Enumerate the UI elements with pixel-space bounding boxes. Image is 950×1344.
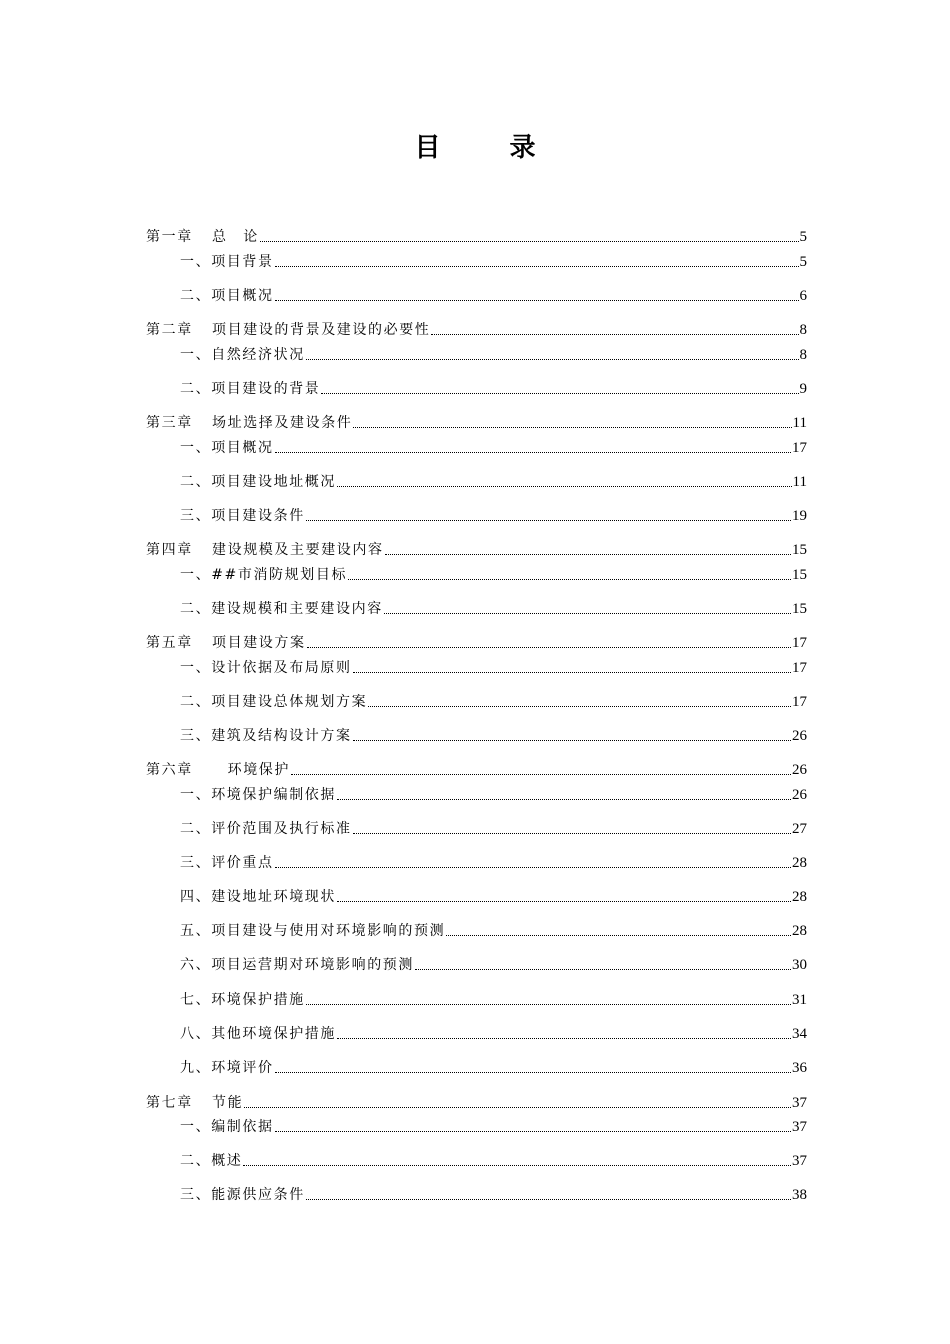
entry-text: 二、建设规模和主要建设内容 <box>180 601 383 617</box>
entry-text: 一、环境保护编制依据 <box>180 787 336 803</box>
page-number: 15 <box>792 567 807 583</box>
dot-leader <box>244 1107 791 1108</box>
entry-text: 一、##市消防规划目标 <box>180 567 348 583</box>
page-number: 26 <box>792 728 807 744</box>
dot-leader <box>353 833 791 834</box>
entry-text: 五、项目建设与使用对环境影响的预测 <box>180 923 446 939</box>
toc-entry-section[interactable] <box>180 506 807 526</box>
dot-leader <box>275 1131 791 1132</box>
entry-text: 节能 <box>212 1095 244 1111</box>
page-number: 9 <box>799 381 807 397</box>
toc-entry-chapter-5[interactable] <box>146 633 807 653</box>
page-number: 17 <box>792 635 807 651</box>
dot-leader <box>368 706 791 707</box>
toc-entry-chapter-2[interactable] <box>146 320 807 340</box>
dot-leader <box>306 359 799 360</box>
dot-leader <box>306 1199 791 1200</box>
page-number: 28 <box>792 923 807 939</box>
toc-entry-section[interactable] <box>180 887 807 907</box>
entry-text: 三、项目建设条件 <box>180 508 305 524</box>
chapter-number: 第六章 <box>146 762 193 778</box>
page-number: 5 <box>799 254 807 270</box>
entry-text: 二、项目建设地址概况 <box>180 474 336 490</box>
page-number: 11 <box>792 474 807 490</box>
dot-leader <box>446 935 791 936</box>
toc-entry-section[interactable] <box>180 1151 807 1171</box>
entry-text: 三、建筑及结构设计方案 <box>180 728 352 744</box>
toc-entry-section[interactable] <box>180 565 807 585</box>
entry-text: 建设规模及主要建设内容 <box>212 542 384 558</box>
chapter-number: 第七章 <box>146 1095 193 1111</box>
toc-entry-section[interactable] <box>180 1117 807 1137</box>
toc-entry-chapter-1[interactable] <box>146 227 807 247</box>
entry-text: 总 论 <box>212 229 259 245</box>
toc-title: 目 录 <box>414 133 566 163</box>
page-number: 37 <box>792 1119 807 1135</box>
toc-entry-section[interactable] <box>180 853 807 873</box>
entry-text: 一、项目背景 <box>180 254 274 270</box>
entry-text: 一、项目概况 <box>180 440 274 456</box>
toc-entry-section[interactable] <box>180 726 807 746</box>
toc-entry-section[interactable] <box>180 1185 807 1205</box>
page-number: 27 <box>792 821 807 837</box>
dot-leader <box>275 452 791 453</box>
toc-entry-section[interactable] <box>180 990 807 1010</box>
dot-leader <box>348 579 791 580</box>
page-number: 26 <box>792 762 807 778</box>
entry-text: 场址选择及建设条件 <box>212 415 353 431</box>
dot-leader <box>275 266 799 267</box>
page-number: 8 <box>799 322 807 338</box>
chapter-number: 第一章 <box>146 229 193 245</box>
page-number: 11 <box>792 415 807 431</box>
toc-entry-chapter-7[interactable] <box>146 1093 807 1113</box>
dot-leader <box>321 393 798 394</box>
page-number: 19 <box>792 508 807 524</box>
entry-text: 二、评价范围及执行标准 <box>180 821 352 837</box>
toc-entry-section[interactable] <box>180 252 807 272</box>
toc-entry-section[interactable] <box>180 472 807 492</box>
chapter-number: 第四章 <box>146 542 193 558</box>
entry-text: 一、设计依据及布局原则 <box>180 660 352 676</box>
toc-entry-section[interactable] <box>180 692 807 712</box>
entry-text: 二、项目概况 <box>180 288 274 304</box>
dot-leader <box>353 427 791 428</box>
page-number: 38 <box>792 1187 807 1203</box>
page-number: 31 <box>792 992 807 1008</box>
toc-entry-section[interactable] <box>180 379 807 399</box>
toc-entry-section[interactable] <box>180 658 807 678</box>
dot-leader <box>275 1072 791 1073</box>
dot-leader <box>306 520 791 521</box>
toc-entry-section[interactable] <box>180 955 807 975</box>
page-number: 8 <box>799 347 807 363</box>
toc-entry-section[interactable] <box>180 819 807 839</box>
dot-leader <box>431 334 798 335</box>
page-number: 6 <box>799 288 807 304</box>
entry-text: 七、环境保护措施 <box>180 992 305 1008</box>
toc-entry-section[interactable] <box>180 345 807 365</box>
dot-leader <box>260 241 799 242</box>
entry-text: 四、建设地址环境现状 <box>180 889 336 905</box>
chapter-number: 第二章 <box>146 322 193 338</box>
toc-entry-section[interactable] <box>180 1024 807 1044</box>
entry-text: 一、自然经济状况 <box>180 347 305 363</box>
dot-leader <box>337 1038 791 1039</box>
dot-leader <box>384 613 791 614</box>
dot-leader <box>306 1004 791 1005</box>
toc-entry-section[interactable] <box>180 438 807 458</box>
toc-entry-section[interactable] <box>180 1058 807 1078</box>
toc-entry-chapter-4[interactable] <box>146 540 807 560</box>
dot-leader <box>337 799 791 800</box>
dot-leader <box>385 554 791 555</box>
dot-leader <box>275 300 799 301</box>
page-number: 37 <box>792 1153 807 1169</box>
entry-text: 二、项目建设的背景 <box>180 381 321 397</box>
page-number: 17 <box>792 660 807 676</box>
page-number: 26 <box>792 787 807 803</box>
entry-text: 一、编制依据 <box>180 1119 274 1135</box>
chapter-number: 第五章 <box>146 635 193 651</box>
dot-leader <box>337 486 792 487</box>
dot-leader <box>291 774 791 775</box>
dot-leader <box>353 740 791 741</box>
entry-text: 项目建设方案 <box>212 635 306 651</box>
toc-entry-section[interactable] <box>180 286 807 306</box>
entry-text: 三、评价重点 <box>180 855 274 871</box>
page-number: 5 <box>799 229 807 245</box>
toc-entry-section[interactable] <box>180 921 807 941</box>
page-number: 15 <box>792 542 807 558</box>
page-number: 34 <box>792 1026 807 1042</box>
toc-entry-chapter-6[interactable] <box>146 760 807 780</box>
page-number: 17 <box>792 440 807 456</box>
dot-leader <box>307 647 791 648</box>
page-number: 17 <box>792 694 807 710</box>
page-number: 30 <box>792 957 807 973</box>
entry-text: 项目建设的背景及建设的必要性 <box>212 322 431 338</box>
toc-entry-section[interactable] <box>180 599 807 619</box>
dot-leader <box>337 901 791 902</box>
page-number: 37 <box>792 1095 807 1111</box>
toc-entry-section[interactable] <box>180 785 807 805</box>
dot-leader <box>353 672 791 673</box>
entry-text: 六、项目运营期对环境影响的预测 <box>180 957 414 973</box>
entry-text: 二、概述 <box>180 1153 243 1169</box>
page-number: 15 <box>792 601 807 617</box>
dot-leader <box>275 867 791 868</box>
entry-text: 二、项目建设总体规划方案 <box>180 694 368 710</box>
page-number: 36 <box>792 1060 807 1076</box>
page-number: 28 <box>792 889 807 905</box>
entry-text: 三、能源供应条件 <box>180 1187 305 1203</box>
dot-leader <box>243 1165 791 1166</box>
toc-entry-chapter-3[interactable] <box>146 413 807 433</box>
entry-text: 八、其他环境保护措施 <box>180 1026 336 1042</box>
entry-text: 环境保护 <box>212 762 290 778</box>
entry-text: 九、环境评价 <box>180 1060 274 1076</box>
chapter-number: 第三章 <box>146 415 193 431</box>
dot-leader <box>415 969 791 970</box>
page-number: 28 <box>792 855 807 871</box>
